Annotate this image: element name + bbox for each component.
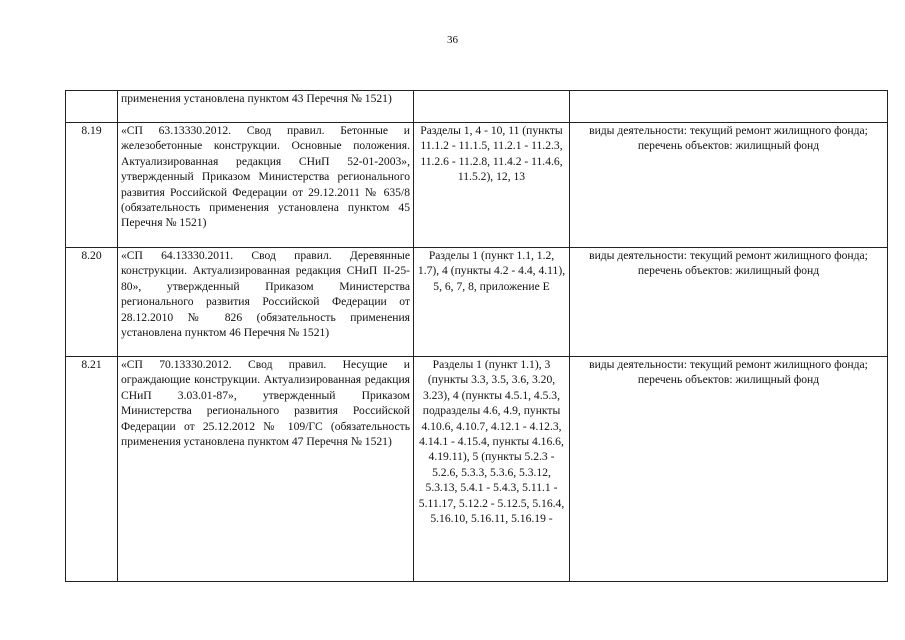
scope-activity: виды деятельности: текущий ремонт жилищного фонда;: [589, 358, 868, 371]
sections-cell: Разделы 1 (пункт 1.1), 3 (пункты 3.3, 3.5, 3.6, 3.20, 3.23), 4 (пункты 4.5.1, 4.5.3, подразделы 4.6, 4.9, пункты 4.10.6, 4.10.7, 4.12.1 - 4.12.3, 4.14.1 - 4.15.4, пункты 4.16.6, 4.19.11), 5 (пункты 5.2.3 - 5.2.6, 5.3.3, 5.3.6, 5.3.12, 5.3.13, 5.4.1 - 5.4.3, 5.11.1 - 5.11.17, 5.12.2 - 5.12.5, 5.16.4, 5.16.10, 5.16.11, 5.16.19 -: [414, 357, 570, 582]
sections-cell: Разделы 1 (пункт 1.1, 1.2, 1.7), 4 (пункты 4.2 - 4.4, 4.11), 5, 6, 7, 8, приложение Е: [414, 248, 570, 357]
table-row: [66, 123, 888, 248]
row-number-cell: [66, 91, 118, 123]
row-number-cell: 8.21: [66, 357, 118, 582]
scope-activity: виды деятельности: текущий ремонт жилищного фонда;: [589, 124, 868, 137]
scope-cell: [570, 357, 888, 582]
page-number: 36: [447, 34, 458, 46]
row-number-cell: 8.19: [66, 123, 118, 248]
row-number-cell: 8.20: [66, 248, 118, 357]
scope-activity: виды деятельности: текущий ремонт жилищного фонда;: [589, 249, 868, 262]
table-row: [66, 248, 888, 357]
document-cell: «СП 70.13330.2012. Свод правил. Несущие и ограждающие конструкции. Актуализированная редакция СНиП 3.03.01-87», утвержденный Приказом Министерства регионального развития Российской Федерации от 25.12.2012 № 109/ГС (обязательность применения установлена пунктом 47 Перечня № 1521): [118, 357, 414, 582]
scope-objects: перечень объектов: жилищный фонд: [637, 373, 820, 387]
regulations-table: [65, 90, 888, 582]
scope-objects: перечень объектов: жилищный фонд: [637, 139, 820, 153]
sections-cell: Разделы 1, 4 - 10, 11 (пункты 11.1.2 - 11.1.5, 11.2.1 - 11.2.3, 11.2.6 - 11.2.8, 11.4.2 - 11.4.6, 11.5.2), 12, 13: [414, 123, 570, 248]
scope-cell: [570, 123, 888, 248]
table-row: [66, 357, 888, 582]
sections-cell: [414, 91, 570, 123]
document-cell: «СП 63.13330.2012. Свод правил. Бетонные и железобетонные конструкции. Основные положения. Актуализированная редакция СНиП 52-01-2003», утвержденный Приказом Министерства регионального развития Российской Федерации от 29.12.2011 № 635/8 (обязательность применения установлена пунктом 45 Перечня № 1521): [118, 123, 414, 248]
document-cell: «СП 64.13330.2011. Свод правил. Деревянные конструкции. Актуализированная редакция СНиП II-25-80», утвержденный Приказом Министерства регионального развития Российской Федерации от 28.12.2010 № 826 (обязательность применения установлена пунктом 46 Перечня № 1521): [118, 248, 414, 357]
scope-cell: [570, 91, 888, 123]
document-cell: применения установлена пунктом 43 Перечня № 1521): [118, 91, 414, 123]
table-row-continuation: [66, 91, 888, 123]
scope-objects: перечень объектов: жилищный фонд: [637, 264, 820, 278]
scope-cell: [570, 248, 888, 357]
